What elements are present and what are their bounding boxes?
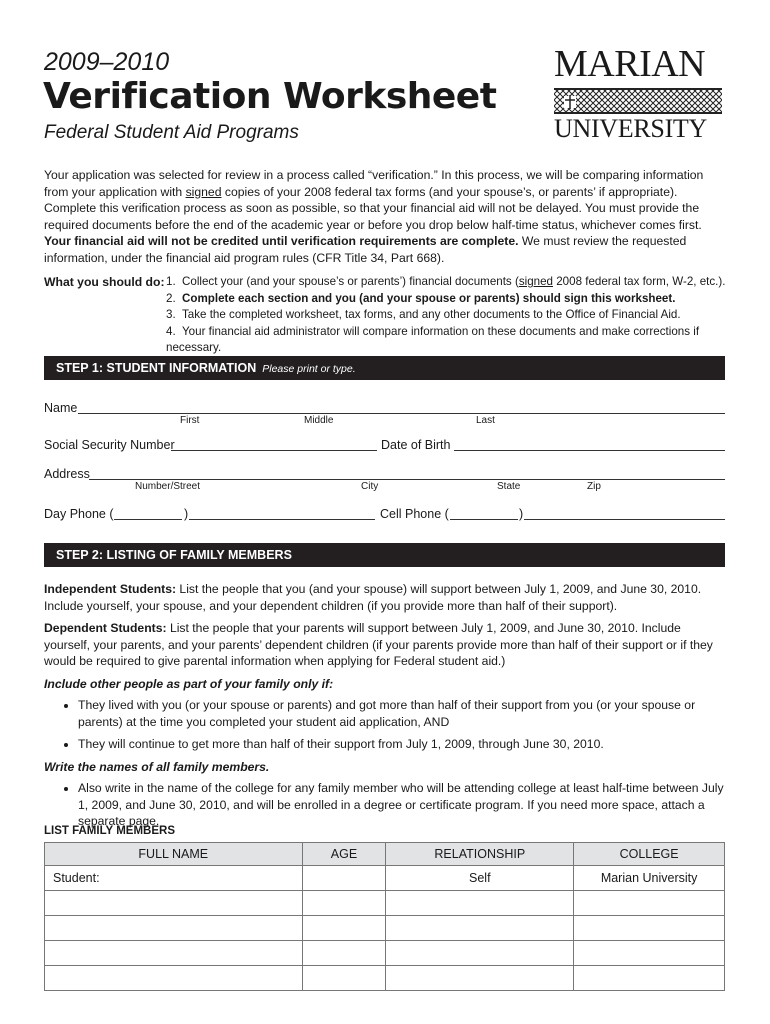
list-item: 2. Complete each section and you (and your spouse or parents) should sign this worksheet.: [166, 291, 676, 305]
logo-pattern-icon: [554, 88, 722, 114]
ssn-input-line[interactable]: [171, 450, 377, 451]
table-cell[interactable]: [302, 966, 386, 991]
worksheet-year: 2009–2010: [44, 48, 170, 76]
student-relationship-cell[interactable]: Self: [386, 866, 574, 891]
list-family-label: LIST FAMILY MEMBERS: [44, 825, 175, 837]
table-cell[interactable]: [302, 891, 386, 916]
zip-sublabel: Zip: [587, 481, 601, 492]
ssn-label: Social Security Number: [44, 438, 175, 452]
table-cell[interactable]: [302, 916, 386, 941]
dob-input-line[interactable]: [454, 450, 725, 451]
address-input-line[interactable]: [89, 479, 725, 480]
day-phone-area-line[interactable]: [114, 519, 182, 520]
student-college-cell[interactable]: Marian University: [574, 866, 725, 891]
dob-label: Date of Birth: [381, 438, 451, 452]
table-cell[interactable]: [574, 891, 725, 916]
day-phone-label: Day Phone (: [44, 507, 114, 521]
cell-phone-label: Cell Phone (: [380, 507, 449, 521]
step2-header: STEP 2: LISTING OF FAMILY MEMBERS: [44, 543, 725, 567]
list-item: 1. Collect your (and your spouse’s or parents’) financial documents (signed 2008 federal tax form, W-2, etc.).: [166, 275, 726, 288]
last-sublabel: Last: [476, 415, 495, 426]
list-item: • They will continue to get more than half of their support from July 1, 2009, through June 30, 2010.: [78, 736, 726, 753]
table-cell[interactable]: [386, 941, 574, 966]
logo-wordmark-top: MARIAN: [554, 43, 706, 85]
street-sublabel: Number/Street: [135, 481, 201, 492]
table-cell[interactable]: [574, 916, 725, 941]
table-cell[interactable]: [574, 941, 725, 966]
day-phone-input-line[interactable]: [189, 519, 375, 520]
column-header-college: COLLEGE: [574, 843, 725, 866]
name-input-line[interactable]: [78, 413, 725, 414]
family-members-table: [44, 842, 725, 991]
table-cell[interactable]: [386, 966, 574, 991]
table-cell[interactable]: [386, 916, 574, 941]
table-row: [45, 941, 725, 966]
column-header-full-name: FULL NAME: [45, 843, 303, 866]
list-item: • Also write in the name of the college for any family member who will be attending college at least half-time between July 1, 2009, and June 30, 2010, and will be enrolled in a degree or certificate program. If you need more space, attach a separate page.: [78, 780, 726, 830]
student-name-cell[interactable]: Student:: [45, 866, 303, 891]
page-subtitle: Federal Student Aid Programs: [44, 122, 299, 143]
todo-list: [166, 274, 731, 357]
step2-body: Independent Students: List the people that you (and your spouse) will support between July 1, 2009, and June 30, 2010. Include yourself, your spouse, and your dependent children (if you provide more than half of their support). Dependent Students: List the people that your parents will support between July 1, 2009, and June 30, 2010. Include yourself, your parents, and your parents’ dependent children (if your parents provide more than half of their support or if they would be required to give parental information when applying for Federal student aid.) Include other people as part of your family only if: • They lived with you (or your spouse or parents) and got more than half of their support from you (or your spouse or parents) at the time you completed your student aid application, AND • They will continue to get more than half of their support from July 1, 2009, through June 30, 2010. Write the names of all family members. • Also write in the name of the college for any family member who will be attending college at least half-time between July 1, 2009, and June 30, 2010, and will be enrolled in a degree or certificate program. If you need more space, attach a separate page.: [44, 581, 726, 836]
first-sublabel: First: [180, 415, 200, 426]
address-label: Address: [44, 467, 90, 481]
cell-phone-area-line[interactable]: [450, 519, 518, 520]
table-row: [45, 866, 725, 891]
student-age-cell[interactable]: [302, 866, 386, 891]
table-cell[interactable]: [45, 966, 303, 991]
intro-paragraph: Your application was selected for review in a process called “verification.” In this process, we will be comparing information from your application with signed copies of your 2008 federal tax forms (and your spouse’s, or parents’ if appropriate). Complete this verification process as soon as possible, so that your financial aid will not be delayed. You must provide the required documents before the end of the academic year or before you drop below half-time status, whichever comes first. Your financial aid will not be credited until verification requirements are complete. We must review the requested information, under the financial aid program rules (CFR Title 34, Part 668).: [44, 168, 704, 265]
middle-sublabel: Middle: [304, 415, 334, 426]
city-sublabel: City: [361, 481, 379, 492]
table-cell[interactable]: [45, 941, 303, 966]
logo-wordmark-bottom: UNIVERSITY: [554, 114, 707, 143]
table-cell[interactable]: [386, 891, 574, 916]
list-item: • They lived with you (or your spouse or parents) and got more than half of their support from you (or your spouse or parents) at the time you completed your student aid application, AND: [78, 697, 726, 730]
todo-label: What you should do:: [44, 275, 165, 289]
cell-phone-input-line[interactable]: [524, 519, 725, 520]
table-cell[interactable]: [45, 916, 303, 941]
list-item: 4. Your financial aid administrator will compare information on these documents and make corrections if necessary.: [166, 324, 700, 354]
table-cell[interactable]: [574, 966, 725, 991]
column-header-age: AGE: [302, 843, 386, 866]
step1-header: STEP 1: STUDENT INFORMATION Please print or type.: [44, 356, 725, 380]
paren-close: ): [184, 507, 189, 521]
table-row: [45, 891, 725, 916]
list-item: 3. Take the completed worksheet, tax forms, and any other documents to the Office of Financial Aid.: [166, 308, 681, 321]
state-sublabel: State: [497, 481, 521, 492]
table-cell[interactable]: [45, 891, 303, 916]
paren-close: ): [519, 507, 524, 521]
column-header-relationship: RELATIONSHIP: [386, 843, 574, 866]
name-label: Name: [44, 401, 78, 415]
table-cell[interactable]: [302, 941, 386, 966]
table-row: [45, 966, 725, 991]
table-row: [45, 916, 725, 941]
page-title: Verification Worksheet: [43, 76, 497, 117]
